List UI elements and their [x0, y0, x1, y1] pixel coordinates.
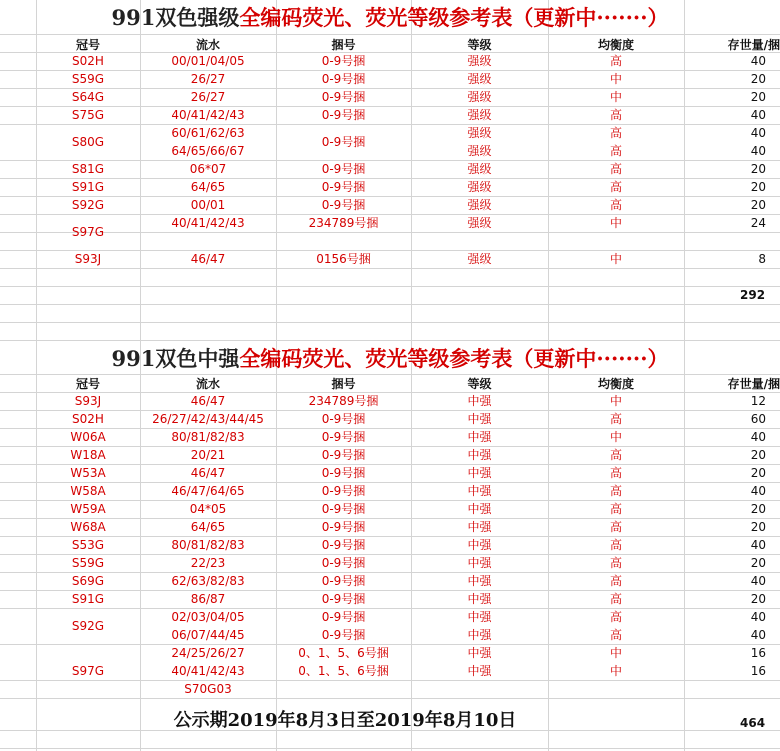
balance-cell: 高 [609, 198, 622, 212]
quantity-value: 20 [750, 448, 766, 462]
quantity-cell [684, 536, 780, 554]
grade-cell: 中强 [467, 556, 492, 570]
balance-cell: 中 [609, 430, 622, 444]
quantity-cell [684, 178, 780, 196]
quantity-value: 60 [750, 412, 766, 426]
header-balance: 均衡度 [597, 38, 634, 52]
serial-run-cell: 04*05 [189, 502, 227, 516]
quantity-value: 40 [750, 610, 766, 624]
serial-prefix-cell: S92G [71, 619, 105, 633]
bundle-cell [276, 142, 411, 160]
grid-line [0, 268, 780, 269]
grade-cell: 中强 [467, 394, 492, 408]
table-row [0, 464, 780, 482]
bundle-cell: 0156号捆 [316, 252, 371, 266]
quantity-cell [684, 70, 780, 88]
quantity-cell [684, 142, 780, 160]
grade-cell: 中强 [467, 610, 492, 624]
grid-line [0, 340, 780, 341]
quantity-value: 40 [750, 144, 766, 158]
quantity-value: 40 [750, 628, 766, 642]
quantity-value: 40 [750, 108, 766, 122]
balance-cell: 高 [609, 180, 622, 194]
balance-cell: 高 [609, 628, 622, 642]
balance-cell: 高 [609, 574, 622, 588]
grid-line [0, 304, 780, 305]
quantity-value: 40 [750, 430, 766, 444]
grade-cell: 中强 [467, 646, 492, 660]
balance-cell [548, 680, 684, 698]
grade-cell: 中强 [467, 466, 492, 480]
serial-prefix-cell: W18A [70, 448, 106, 462]
table2-header [0, 375, 780, 393]
grade-cell: 强级 [467, 162, 492, 176]
bundle-cell: 0-9号捆 [321, 198, 366, 212]
quantity-value: 16 [750, 646, 766, 660]
balance-cell: 中 [609, 646, 622, 660]
serial-run-cell: S70G03 [184, 682, 232, 696]
serial-run-cell: 64/65 [190, 520, 226, 534]
serial-run-cell: 26/27/42/43/44/45 [152, 412, 264, 426]
quantity-value: 20 [750, 592, 766, 606]
header-balance: 均衡度 [597, 377, 634, 391]
quantity-cell [684, 572, 780, 590]
quantity-cell [684, 88, 780, 106]
serial-run-cell: 86/87 [190, 592, 226, 606]
serial-prefix-cell: S02H [72, 412, 104, 426]
header-serial-prefix: 冠号 [75, 38, 100, 52]
quantity-value: 40 [750, 54, 766, 68]
serial-run-cell: 60/61/62/63 [171, 126, 245, 140]
table-row [0, 70, 780, 88]
quantity-cell [684, 124, 780, 142]
bundle-cell: 0-9号捆 [321, 90, 366, 104]
quantity-value: 24 [750, 216, 766, 230]
header-bundle: 捆号 [331, 38, 356, 52]
grid-line [0, 748, 780, 749]
quantity-cell [684, 214, 780, 232]
grade-cell: 强级 [467, 252, 492, 266]
serial-prefix-cell: S69G [71, 574, 105, 588]
grade-cell: 强级 [467, 54, 492, 68]
balance-cell: 高 [609, 556, 622, 570]
table-row [0, 250, 780, 268]
table-row [0, 142, 780, 160]
table-row [0, 106, 780, 124]
serial-run-cell: 20/21 [190, 448, 226, 462]
balance-cell: 高 [609, 502, 622, 516]
bundle-cell: 0-9号捆 [321, 556, 366, 570]
bundle-cell: 0-9号捆 [321, 592, 366, 606]
grade-cell: 强级 [467, 180, 492, 194]
table-row [0, 160, 780, 178]
bundle-cell: 0-9号捆 [321, 412, 366, 426]
header-quantity: 存世量/捆 [727, 38, 780, 52]
header-serial-prefix: 冠号 [75, 377, 100, 391]
quantity-value: 40 [750, 484, 766, 498]
quantity-value: 20 [750, 90, 766, 104]
balance-cell: 高 [609, 448, 622, 462]
quantity-value: 40 [750, 126, 766, 140]
table2-title-rest: 全编码荧光、荧光等级参考表（更新中·······） [239, 346, 669, 371]
balance-cell: 中 [609, 252, 622, 266]
quantity-value: 40 [750, 574, 766, 588]
serial-run-cell: 26/27 [190, 72, 226, 86]
serial-prefix-cell: S81G [71, 162, 105, 176]
serial-prefix-cell: S75G [71, 108, 105, 122]
quantity-cell [684, 106, 780, 124]
bundle-cell: 0-9号捆 [321, 538, 366, 552]
table2-title [0, 343, 780, 375]
balance-cell: 高 [609, 466, 622, 480]
serial-run-cell: 80/81/82/83 [171, 430, 245, 444]
serial-run-cell: 24/25/26/27 [171, 646, 245, 660]
header-grade: 等级 [467, 377, 492, 391]
balance-cell: 高 [609, 610, 622, 624]
bundle-cell: 0-9号捆 [321, 430, 366, 444]
table2-title-grade: 中强 [197, 346, 240, 371]
quantity-value: 20 [750, 466, 766, 480]
grid-line [0, 286, 780, 287]
serial-run-cell: 40/41/42/43 [171, 664, 245, 678]
serial-run-cell: 40/41/42/43 [171, 108, 245, 122]
bundle-cell: 0-9号捆 [321, 162, 366, 176]
serial-prefix-cell: S64G [71, 90, 105, 104]
bundle-cell: 0-9号捆 [321, 484, 366, 498]
grade-cell: 中强 [467, 430, 492, 444]
grade-cell: 强级 [467, 108, 492, 122]
balance-cell: 高 [609, 108, 622, 122]
header-grade: 等级 [467, 38, 492, 52]
serial-prefix-cell: S91G [71, 592, 105, 606]
serial-run-cell: 26/27 [190, 90, 226, 104]
serial-run-cell: 22/23 [190, 556, 226, 570]
serial-run-cell: 40/41/42/43 [171, 216, 245, 230]
bundle-cell: 234789号捆 [308, 216, 379, 230]
header-quantity: 存世量/捆 [727, 377, 780, 391]
serial-prefix-cell: S59G [71, 556, 105, 570]
table1-title-prefix: 991双色 [111, 5, 198, 30]
quantity-value [766, 682, 780, 696]
serial-prefix-cell: S93J [74, 394, 102, 408]
bundle-cell: 0-9号捆 [321, 466, 366, 480]
grade-cell: 强级 [467, 90, 492, 104]
grade-cell: 中强 [467, 592, 492, 606]
serial-prefix-cell: S53G [71, 538, 105, 552]
table-row [0, 536, 780, 554]
bundle-cell: 0-9号捆 [321, 574, 366, 588]
quantity-cell [684, 196, 780, 214]
serial-run-cell: 64/65 [190, 180, 226, 194]
serial-run-cell: 64/65/66/67 [171, 144, 245, 158]
quantity-cell [684, 428, 780, 446]
quantity-cell [684, 554, 780, 572]
balance-cell: 高 [609, 412, 622, 426]
grade-cell: 中强 [467, 628, 492, 642]
serial-run-cell: 46/47/64/65 [171, 484, 245, 498]
table-row [0, 482, 780, 500]
bundle-cell: 0-9号捆 [321, 135, 366, 149]
serial-run-cell: 00/01/04/05 [171, 54, 245, 68]
grade-cell: 中强 [467, 484, 492, 498]
grade-cell: 强级 [467, 72, 492, 86]
table-row [0, 680, 780, 698]
grade-cell: 中强 [467, 448, 492, 462]
serial-run-cell: 00/01 [190, 198, 226, 212]
bundle-cell: 234789号捆 [308, 394, 379, 408]
quantity-cell [684, 392, 780, 410]
table-row [0, 518, 780, 536]
bundle-cell: 0、1、5、6号捆 [298, 646, 389, 660]
serial-prefix-cell: W06A [70, 430, 106, 444]
bundle-cell: 0-9号捆 [321, 448, 366, 462]
serial-prefix-cell: W58A [70, 484, 106, 498]
bundle-cell [276, 680, 411, 698]
serial-prefix-cell: S97G [71, 664, 105, 678]
serial-run-cell: 80/81/82/83 [171, 538, 245, 552]
serial-run-cell: 06*07 [189, 162, 227, 176]
grid-line [0, 34, 780, 35]
table1-total: 292 [740, 288, 766, 302]
balance-cell: 高 [609, 162, 622, 176]
table1-title-grade: 强级 [197, 5, 240, 30]
quantity-cell [684, 160, 780, 178]
balance-cell: 中 [609, 72, 622, 86]
table-row [0, 662, 780, 680]
serial-prefix-cell: S93J [74, 252, 102, 266]
grade-cell: 中强 [467, 538, 492, 552]
serial-prefix-cell: S97G [71, 225, 105, 239]
quantity-cell [684, 590, 780, 608]
serial-prefix-cell: W59A [70, 502, 106, 516]
balance-cell: 高 [609, 520, 622, 534]
bundle-cell: 0-9号捆 [321, 108, 366, 122]
quantity-value: 8 [758, 252, 766, 266]
table1-title [0, 2, 780, 34]
balance-cell: 高 [609, 54, 622, 68]
grid-line [0, 698, 780, 699]
bundle-cell: 0-9号捆 [321, 54, 366, 68]
bundle-cell: 0-9号捆 [321, 502, 366, 516]
quantity-value: 20 [750, 180, 766, 194]
quantity-value: 16 [750, 664, 766, 678]
table-row [0, 392, 780, 410]
serial-prefix-cell [36, 680, 140, 698]
grade-cell [411, 680, 548, 698]
quantity-cell [684, 608, 780, 626]
table-row [0, 52, 780, 70]
bundle-cell: 0-9号捆 [321, 72, 366, 86]
serial-run-cell: 46/47 [190, 466, 226, 480]
table-row [0, 428, 780, 446]
grade-cell: 强级 [467, 144, 492, 158]
table-row [0, 590, 780, 608]
balance-cell: 高 [609, 144, 622, 158]
serial-prefix-cell [36, 662, 140, 680]
table-row [0, 626, 780, 644]
grade-cell: 强级 [467, 198, 492, 212]
serial-prefix-cell: S91G [71, 180, 105, 194]
balance-cell: 中 [609, 90, 622, 104]
quantity-cell [684, 250, 780, 268]
table1-title-rest: 全编码荧光、荧光等级参考表（更新中·······） [239, 5, 669, 30]
serial-run-cell: 46/47 [190, 252, 226, 266]
quantity-cell [684, 518, 780, 536]
quantity-cell [684, 680, 780, 698]
serial-prefix-cell: W68A [70, 520, 106, 534]
quantity-value: 20 [750, 198, 766, 212]
quantity-value: 20 [750, 520, 766, 534]
serial-run-cell: 62/63/82/83 [171, 574, 245, 588]
serial-prefix-cell [36, 142, 140, 160]
serial-prefix-cell: S92G [71, 198, 105, 212]
grade-cell: 中强 [467, 412, 492, 426]
quantity-cell [684, 482, 780, 500]
serial-prefix-cell: W53A [70, 466, 106, 480]
serial-prefix-cell: S80G [71, 135, 105, 149]
serial-run-cell: 06/07/44/45 [171, 628, 245, 642]
grade-cell: 强级 [467, 126, 492, 140]
quantity-cell [684, 500, 780, 518]
quantity-value: 20 [750, 502, 766, 516]
table-row [0, 410, 780, 428]
table-row [0, 446, 780, 464]
balance-cell: 中 [609, 664, 622, 678]
serial-run-cell: 46/47 [190, 394, 226, 408]
quantity-value: 40 [750, 538, 766, 552]
balance-cell: 高 [609, 538, 622, 552]
serial-prefix-cell: S02H [72, 54, 104, 68]
quantity-cell [684, 410, 780, 428]
header-bundle: 捆号 [331, 377, 356, 391]
quantity-cell [684, 52, 780, 70]
bundle-cell: 0-9号捆 [321, 180, 366, 194]
table-row [0, 88, 780, 106]
grade-cell: 中强 [467, 664, 492, 678]
serial-prefix-cell: S59G [71, 72, 105, 86]
table-row [0, 178, 780, 196]
quantity-cell [684, 464, 780, 482]
balance-cell: 中 [609, 216, 622, 230]
header-serial-run: 流水 [195, 377, 220, 391]
serial-run-cell: 02/03/04/05 [171, 610, 245, 624]
table2-total: 464 [740, 716, 766, 730]
table-row [0, 124, 780, 149]
table-row [0, 554, 780, 572]
table2-title-prefix: 991双色 [111, 346, 198, 371]
table-row [0, 572, 780, 590]
balance-cell: 高 [609, 126, 622, 140]
bundle-cell: 0-9号捆 [321, 610, 366, 624]
grade-cell: 中强 [467, 520, 492, 534]
quantity-cell [684, 626, 780, 644]
header-serial-run: 流水 [195, 38, 220, 52]
bundle-cell: 0、1、5、6号捆 [298, 664, 389, 678]
grade-cell: 中强 [467, 502, 492, 516]
balance-cell: 高 [609, 592, 622, 606]
quantity-value: 20 [750, 72, 766, 86]
table-row [0, 500, 780, 518]
publicity-period: 公示期2019年8月3日至2019年8月10日 [173, 710, 517, 731]
bundle-cell: 0-9号捆 [321, 520, 366, 534]
serial-prefix-cell [36, 626, 140, 644]
quantity-value: 12 [750, 394, 766, 408]
quantity-cell [684, 644, 780, 662]
bundle-cell: 0-9号捆 [321, 628, 366, 642]
balance-cell: 高 [609, 484, 622, 498]
table-row [0, 196, 780, 214]
grade-cell: 强级 [467, 216, 492, 230]
table-row [0, 214, 780, 239]
grade-cell: 中强 [467, 574, 492, 588]
balance-cell: 中 [609, 394, 622, 408]
quantity-value: 20 [750, 556, 766, 570]
table-row [0, 608, 780, 633]
quantity-cell [684, 662, 780, 680]
quantity-value: 20 [750, 162, 766, 176]
grid-line [0, 322, 780, 323]
quantity-cell [684, 446, 780, 464]
